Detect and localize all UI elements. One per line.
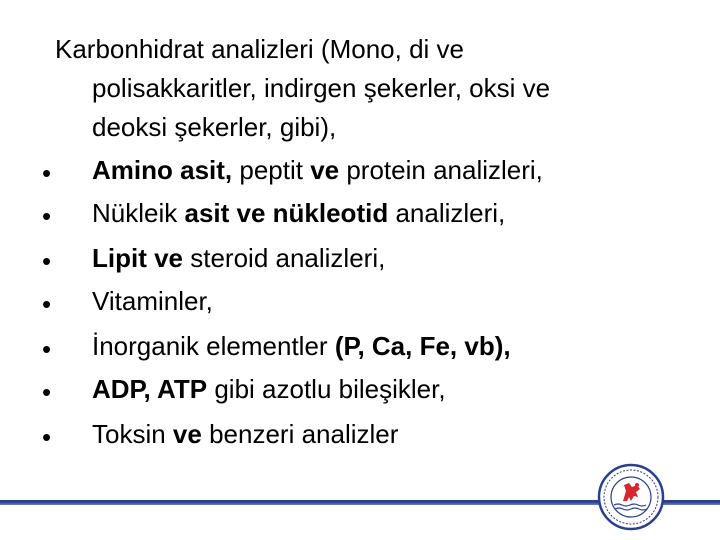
bullet-2: • — [42, 201, 52, 231]
item-text: İnorganik elementler — [92, 331, 335, 361]
university-seal-icon — [597, 463, 665, 531]
item-bold: ADP, ATP — [92, 374, 208, 404]
list-item-lipit — [92, 243, 385, 273]
list-item-adp-atp — [92, 374, 446, 404]
item-text: Toksin — [92, 419, 173, 449]
intro-line-2: polisakkaritler, indirgen şekerler, oksi ve — [92, 73, 551, 103]
intro-line-1: Karbonhidrat analizleri (Mono, di ve — [55, 34, 464, 64]
item-bold: Lipit ve — [92, 243, 184, 273]
list-item-amino — [92, 155, 543, 185]
item-text: gibi azotlu bileşikler, — [207, 374, 446, 404]
bullet-1: • — [42, 158, 52, 188]
item-bold: ve — [310, 155, 340, 185]
list-item-nukleik — [92, 198, 505, 228]
bullet-6: • — [42, 377, 52, 407]
item-bold: ve — [172, 419, 202, 449]
item-text: protein analizleri, — [339, 155, 543, 185]
item-text: benzeri analizler — [201, 419, 399, 449]
bullet-7: • — [42, 422, 52, 452]
list-item-vitaminler — [92, 286, 213, 316]
item-bold: (P, Ca, Fe, vb), — [334, 331, 511, 361]
list-item-inorganik — [92, 331, 511, 361]
item-bold: Amino asit, — [92, 155, 233, 185]
item-bold: asit ve nükleotid — [184, 198, 389, 228]
item-text: steroid analizleri, — [183, 243, 386, 273]
bullet-4: • — [42, 289, 52, 319]
item-text: peptit — [232, 155, 311, 185]
item-text: Nükleik — [92, 198, 185, 228]
list-item-toksin — [92, 419, 398, 449]
bullet-3: • — [42, 246, 52, 276]
bullet-5: • — [42, 334, 52, 364]
item-text: analizleri, — [388, 198, 506, 228]
item-text: Vitaminler, — [92, 286, 213, 316]
intro-line-3: deoksi şekerler, gibi), — [92, 112, 337, 142]
